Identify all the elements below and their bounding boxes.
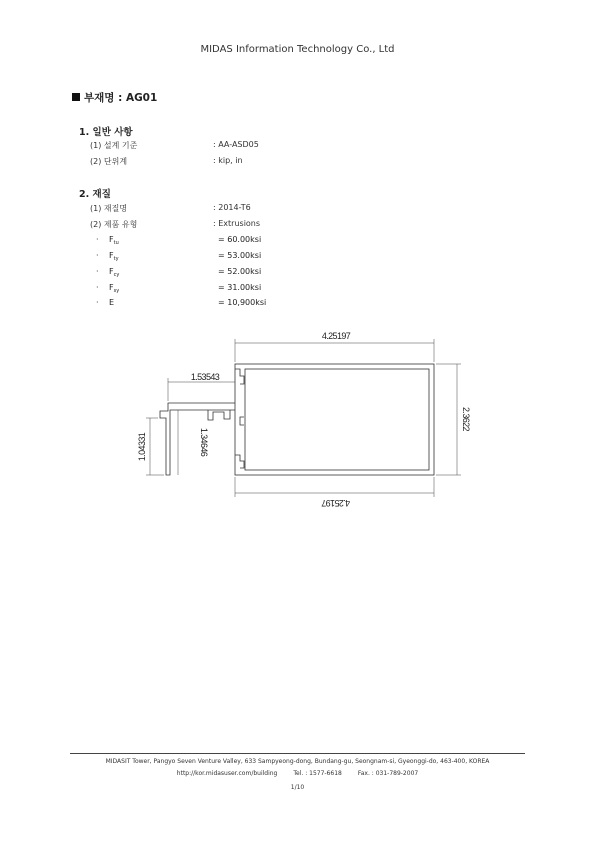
design-code-value: : AA-ASD05: [213, 140, 259, 149]
dim-bottom-width: 4.25197: [321, 498, 351, 508]
bullet-icon: ·: [96, 267, 99, 276]
prop-ftu-value: = 60.00ksi: [218, 235, 262, 244]
prop-fty-label: $F_{ty}$: [109, 251, 119, 262]
footer-url[interactable]: http://kor.midasuser.com/building: [176, 770, 278, 777]
footer-address: MIDASIT Tower, Pangyo Seven Venture Valley, 633 Sampyeong-dong, Bundang-gu, Seongnam-si, Gyeonggi-do, 463-400, KOREA: [105, 758, 490, 765]
prop-fsy-value: = 31.00ksi: [218, 283, 262, 292]
unit-system-value: : kip, in: [213, 156, 243, 165]
profile-outer-rect: [235, 364, 434, 475]
dim-right-height: 2.3622: [461, 407, 471, 431]
prop-fcy-value: = 52.00ksi: [218, 267, 262, 276]
prop-e-label: E: [109, 298, 115, 307]
unit-system-label: (2) 단위계: [90, 157, 128, 166]
bullet-icon: ·: [96, 283, 99, 292]
material-name-label: (1) 재질명: [90, 204, 128, 213]
bullet-icon: ·: [96, 235, 99, 244]
design-code-label: (1) 설계 기준: [90, 141, 138, 150]
profile-ledge: [208, 410, 230, 420]
section-material-title: 2. 재질: [79, 189, 111, 200]
member-title-text: 부재명 : AG01: [84, 92, 158, 104]
profile-inner-rect: [245, 369, 429, 470]
company-name: MIDAS Information Technology Co., Ltd: [200, 44, 395, 55]
bullet-icon: ·: [96, 251, 99, 260]
dim-left-height: 1.04331: [137, 432, 147, 462]
dim-flange-width: 1.53543: [190, 372, 220, 382]
prop-fsy-label: $F_{sy}$: [109, 283, 120, 294]
page-number: 1/10: [290, 784, 305, 791]
footer-contact: [0, 770, 595, 777]
footer-fax: Fax. : 031-789-2007: [357, 770, 419, 777]
prop-ftu-label: $F_{tu}$: [109, 235, 119, 246]
prop-fty-value: = 53.00ksi: [218, 251, 262, 260]
prop-fcy-label: $F_{cy}$: [109, 267, 120, 278]
material-name-value: : 2014-T6: [213, 203, 251, 212]
section-general-title: 1. 일반 사항: [79, 127, 133, 138]
bullet-icon: ·: [96, 298, 99, 307]
product-type-value: : Extrusions: [213, 219, 261, 228]
footer-divider: [70, 753, 525, 754]
prop-e-value: = 10,900ksi: [218, 298, 267, 307]
footer-tel: Tel. : 1577-6618: [293, 770, 342, 777]
web-notch-bottom: [235, 455, 244, 468]
product-type-label: (2) 제품 유형: [90, 220, 138, 229]
dim-web-height: 1.34646: [199, 427, 209, 457]
web-notch-top: [235, 369, 244, 384]
dimension-lines: [146, 339, 461, 497]
dim-top-width: 4.25197: [321, 331, 351, 341]
web-notch-mid: [240, 417, 244, 425]
